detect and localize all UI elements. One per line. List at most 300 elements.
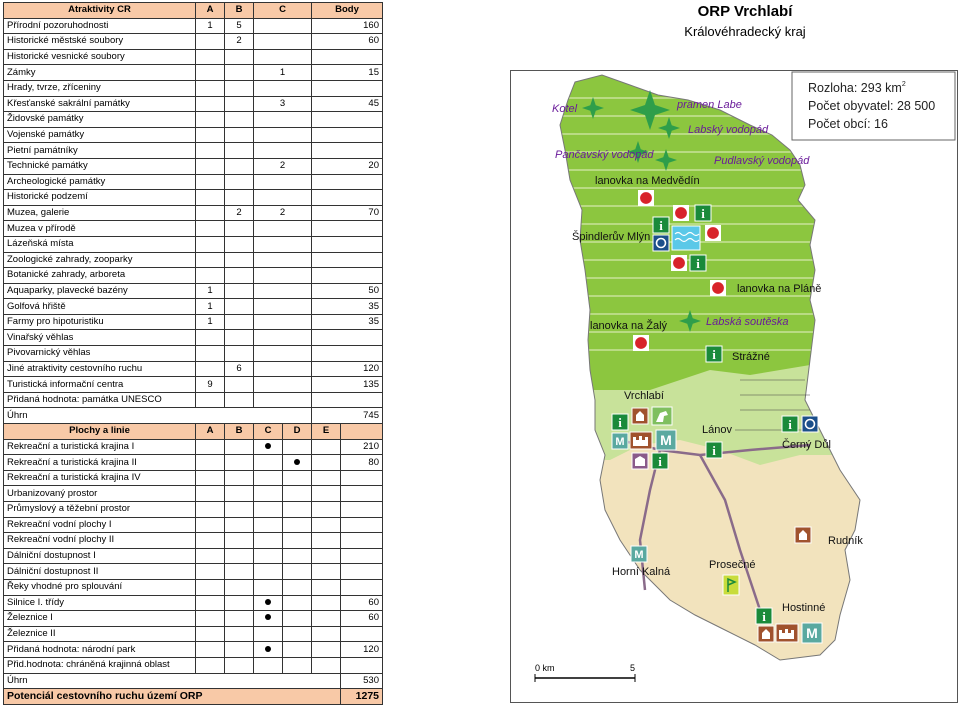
points [341, 564, 383, 580]
count-c [254, 346, 312, 362]
table-row [4, 127, 383, 143]
label-rudnik: Rudník [828, 535, 863, 547]
row-label: Lázeňská místa [4, 236, 196, 252]
count-c [254, 314, 312, 330]
row-label: Přidaná hodnota: památka UNESCO [4, 392, 196, 408]
points [341, 486, 383, 502]
info-box [792, 72, 955, 140]
count-a [196, 205, 225, 221]
count-b [225, 283, 254, 299]
row-label: Botanické zahrady, arboreta [4, 268, 196, 284]
grade-cell [312, 439, 341, 455]
section1-total-row [4, 408, 383, 424]
points: 15 [312, 65, 383, 81]
grade-cell [283, 657, 312, 673]
count-a [196, 65, 225, 81]
row-label: Přírodní pozoruhodnosti [4, 18, 196, 34]
grade-cell [312, 470, 341, 486]
gear-icon [802, 416, 818, 432]
header-cell: B [225, 424, 254, 440]
header-cell: Plochy a linie [4, 424, 196, 440]
count-c [254, 112, 312, 128]
points: 60 [312, 34, 383, 50]
count-b [225, 80, 254, 96]
table-row [4, 330, 383, 346]
table-row [4, 579, 383, 595]
info-icon [695, 205, 711, 221]
row-label: Železnice II [4, 626, 196, 642]
count-c [254, 34, 312, 50]
table-row [4, 657, 383, 673]
row-label: Muzea, galerie [4, 205, 196, 221]
table-row [4, 361, 383, 377]
count-a [196, 346, 225, 362]
count-b [225, 346, 254, 362]
points [312, 330, 383, 346]
points: 20 [312, 158, 383, 174]
label-strazne: Strážné [732, 351, 770, 363]
count-b [225, 65, 254, 81]
count-a [196, 158, 225, 174]
grade-cell [225, 502, 254, 518]
count-b [225, 392, 254, 408]
count-c: 3 [254, 96, 312, 112]
grade-cell [196, 470, 225, 486]
grade-cell [254, 502, 283, 518]
grade-cell [196, 595, 225, 611]
grand-total-row [4, 689, 383, 705]
grade-cell [225, 595, 254, 611]
row-label: Průmyslový a těžební prostor [4, 502, 196, 518]
grade-cell [283, 642, 312, 658]
count-b [225, 96, 254, 112]
grade-cell [283, 486, 312, 502]
row-label: Aquaparky, plavecké bazény [4, 283, 196, 299]
header-cell: A [196, 3, 225, 19]
count-c [254, 392, 312, 408]
points [312, 346, 383, 362]
grade-cell [283, 533, 312, 549]
row-label: Historické podzemí [4, 190, 196, 206]
count-a [196, 392, 225, 408]
grade-cell [225, 579, 254, 595]
grade-cell [196, 657, 225, 673]
points [312, 236, 383, 252]
grand-total-label: Potenciál cestovního ruchu území ORP [4, 689, 341, 705]
label-prosecne: Prosečné [709, 559, 756, 571]
points [341, 657, 383, 673]
count-c [254, 283, 312, 299]
points: 80 [341, 455, 383, 471]
row-label: Muzea v přírodě [4, 221, 196, 237]
points: 60 [341, 595, 383, 611]
grade-cell [225, 642, 254, 658]
table-row [4, 252, 383, 268]
grade-cell [312, 657, 341, 673]
info-icon [612, 414, 628, 430]
table-row [4, 439, 383, 455]
count-a [196, 143, 225, 159]
points: 70 [312, 205, 383, 221]
grade-cell [254, 517, 283, 533]
count-b [225, 190, 254, 206]
table-row [4, 236, 383, 252]
grade-cell [225, 439, 254, 455]
table-row [4, 392, 383, 408]
grade-cell [283, 579, 312, 595]
table-row [4, 299, 383, 315]
label-lanovka-plane: lanovka na Pláně [737, 283, 822, 295]
grade-cell [312, 502, 341, 518]
row-label: Vinařský věhlas [4, 330, 196, 346]
count-a: 1 [196, 283, 225, 299]
row-label: Přidaná hodnota: národní park [4, 642, 196, 658]
label-spindleruv-mlyn: Špindlerův Mlýn [572, 231, 651, 243]
row-label: Řeky vhodné pro splouvání [4, 579, 196, 595]
points: 45 [312, 96, 383, 112]
label-labska-soutezka: Labská soutěska [706, 316, 789, 328]
section2-total-row [4, 673, 383, 689]
count-b: 2 [225, 34, 254, 50]
row-label: Židovské památky [4, 112, 196, 128]
museum-icon [802, 623, 822, 643]
points [312, 221, 383, 237]
grade-cell [312, 564, 341, 580]
count-b [225, 377, 254, 393]
header-cell: E [312, 424, 341, 440]
count-c [254, 268, 312, 284]
table-row [4, 346, 383, 362]
points [312, 49, 383, 65]
row-label: Archeologické památky [4, 174, 196, 190]
header-cell: C [254, 424, 283, 440]
info-icon [652, 453, 668, 469]
header-cell: D [283, 424, 312, 440]
row-label: Rekreační vodní plochy I [4, 517, 196, 533]
count-c [254, 18, 312, 34]
info-icon [653, 217, 669, 233]
svg-text:i: i [658, 454, 662, 469]
points [312, 190, 383, 206]
svg-text:M: M [634, 549, 644, 561]
table-row [4, 455, 383, 471]
points: 210 [341, 439, 383, 455]
count-b [225, 174, 254, 190]
grade-cell [283, 595, 312, 611]
table-row [4, 49, 383, 65]
points [312, 127, 383, 143]
table-row [4, 548, 383, 564]
grade-cell [225, 611, 254, 627]
table-row [4, 314, 383, 330]
table-row [4, 174, 383, 190]
svg-text:M: M [615, 436, 625, 448]
grade-cell [312, 642, 341, 658]
row-label: Hrady, tvrze, zříceniny [4, 80, 196, 96]
count-b [225, 330, 254, 346]
svg-text:M: M [806, 625, 818, 641]
points [341, 502, 383, 518]
row-label: Zoologické zahrady, zooparky [4, 252, 196, 268]
count-c: 2 [254, 205, 312, 221]
header-cell: Body [312, 3, 383, 19]
row-label: Vojenské památky [4, 127, 196, 143]
svg-text:Rozloha: 293 km2 [808, 81, 906, 95]
points [341, 517, 383, 533]
map-subtitle: Královéhradecký kraj [684, 24, 806, 39]
count-a: 1 [196, 18, 225, 34]
map-title: ORP Vrchlabí [697, 3, 793, 20]
count-c [254, 190, 312, 206]
count-b [225, 236, 254, 252]
total-points: 530 [341, 673, 383, 689]
gear-icon [653, 235, 669, 251]
grade-cell [312, 548, 341, 564]
row-label: Křesťanské sakrální památky [4, 96, 196, 112]
points [341, 533, 383, 549]
count-c: 1 [254, 65, 312, 81]
count-c [254, 221, 312, 237]
count-a [196, 127, 225, 143]
count-b [225, 252, 254, 268]
grade-cell [254, 455, 283, 471]
points: 60 [341, 611, 383, 627]
label-lanovka-zaly: lanovka na Žalý [590, 320, 668, 332]
table-row [4, 626, 383, 642]
svg-text:i: i [788, 417, 792, 432]
dot-icon [294, 459, 300, 465]
points [341, 548, 383, 564]
circle-icon [635, 337, 648, 350]
row-label: Turistická informační centra [4, 377, 196, 393]
table-row [4, 18, 383, 34]
museum-icon [631, 546, 647, 562]
section2-header-row [4, 424, 383, 440]
grade-cell [225, 470, 254, 486]
grade-cell [196, 486, 225, 502]
info-icon [706, 346, 722, 362]
circle-icon [675, 207, 688, 220]
count-c [254, 252, 312, 268]
row-label: Pivovarnický věhlas [4, 346, 196, 362]
count-b [225, 314, 254, 330]
grade-cell [254, 564, 283, 580]
orp-map [510, 70, 958, 703]
grade-cell [312, 517, 341, 533]
row-label: Rekreační a turistická krajina II [4, 455, 196, 471]
table-row [4, 470, 383, 486]
label-vrchlabi: Vrchlabí [624, 390, 664, 402]
table-row [4, 205, 383, 221]
table-row [4, 34, 383, 50]
grade-cell [312, 533, 341, 549]
grade-cell [254, 657, 283, 673]
grade-cell [254, 611, 283, 627]
table-row [4, 564, 383, 580]
grade-cell [283, 626, 312, 642]
grade-cell [312, 455, 341, 471]
count-c [254, 299, 312, 315]
points [312, 268, 383, 284]
count-b [225, 221, 254, 237]
circle-icon [712, 282, 725, 295]
count-a [196, 34, 225, 50]
row-label: Silnice I. třídy [4, 595, 196, 611]
grade-cell [283, 548, 312, 564]
section1-header-row [4, 3, 383, 19]
row-label: Historické vesnické soubory [4, 49, 196, 65]
grade-cell [312, 611, 341, 627]
count-c [254, 330, 312, 346]
svg-text:i: i [712, 443, 716, 458]
count-c [254, 236, 312, 252]
grade-cell [283, 611, 312, 627]
table-row [4, 533, 383, 549]
count-a [196, 236, 225, 252]
header-cell: Atraktivity CR [4, 3, 196, 19]
grade-cell [283, 455, 312, 471]
points: 120 [341, 642, 383, 658]
table-row [4, 190, 383, 206]
row-label: Železnice I [4, 611, 196, 627]
count-a [196, 96, 225, 112]
grade-cell [196, 439, 225, 455]
count-c [254, 361, 312, 377]
row-label: Jiné atraktivity cestovního ruchu [4, 361, 196, 377]
count-a: 1 [196, 299, 225, 315]
points: 35 [312, 314, 383, 330]
table-row [4, 80, 383, 96]
grade-cell [196, 548, 225, 564]
total-label: Úhrn [4, 673, 341, 689]
points [312, 80, 383, 96]
count-c [254, 127, 312, 143]
grade-cell [312, 626, 341, 642]
row-label: Rekreační vodní plochy II [4, 533, 196, 549]
scale-end: 5 [630, 663, 636, 673]
scale-start: 0 km [535, 663, 555, 673]
svg-text:i: i [762, 609, 766, 624]
grade-cell [312, 486, 341, 502]
total-label: Úhrn [4, 408, 312, 424]
table-row [4, 112, 383, 128]
table-row [4, 502, 383, 518]
grade-cell [283, 517, 312, 533]
count-c: 2 [254, 158, 312, 174]
points: 160 [312, 18, 383, 34]
grand-total-points: 1275 [341, 689, 383, 705]
circle-icon [640, 192, 653, 205]
label-labsky-vodopad: Labský vodopád [688, 124, 769, 136]
count-a [196, 221, 225, 237]
count-a [196, 80, 225, 96]
count-c [254, 143, 312, 159]
info-municipalities: Počet obcí: 16 [808, 117, 888, 131]
header-cell [341, 424, 383, 440]
dot-icon [265, 646, 271, 652]
grade-cell [254, 595, 283, 611]
points [312, 112, 383, 128]
row-label: Historické městské soubory [4, 34, 196, 50]
grade-cell [254, 486, 283, 502]
row-label: Přid.hodnota: chráněná krajinná oblast [4, 657, 196, 673]
count-b [225, 127, 254, 143]
svg-text:M: M [660, 432, 672, 448]
row-label: Golfová hřiště [4, 299, 196, 315]
label-lanov: Lánov [702, 424, 732, 436]
grade-cell [225, 564, 254, 580]
grade-cell [312, 595, 341, 611]
label-pudlavsky-vodopad: Pudlavský vodopád [714, 155, 810, 167]
circle-icon [707, 227, 720, 240]
table-row [4, 486, 383, 502]
count-b [225, 158, 254, 174]
svg-text:i: i [712, 347, 716, 362]
table-row [4, 611, 383, 627]
museum-icon [656, 430, 676, 450]
count-b: 2 [225, 205, 254, 221]
label-cerny-dul: Černý Důl [782, 439, 831, 451]
dot-icon [265, 614, 271, 620]
svg-text:i: i [696, 256, 700, 271]
grade-cell [196, 455, 225, 471]
grade-cell [225, 533, 254, 549]
row-label: Pietní památníky [4, 143, 196, 159]
points [312, 252, 383, 268]
circle-icon [673, 257, 686, 270]
count-a [196, 190, 225, 206]
info-area: Rozloha: 293 km [808, 81, 902, 95]
label-lanovka-medvedin: lanovka na Medvědín [595, 175, 700, 187]
count-a [196, 49, 225, 65]
table-row [4, 377, 383, 393]
table-row [4, 517, 383, 533]
points [312, 143, 383, 159]
row-label: Technické památky [4, 158, 196, 174]
label-hostinne: Hostinné [782, 602, 826, 614]
count-b [225, 268, 254, 284]
count-c [254, 80, 312, 96]
grade-cell [225, 657, 254, 673]
grade-cell [196, 502, 225, 518]
count-c [254, 49, 312, 65]
table-row [4, 642, 383, 658]
grade-cell [254, 579, 283, 595]
count-b: 5 [225, 18, 254, 34]
grade-cell [196, 564, 225, 580]
count-b: 6 [225, 361, 254, 377]
label-pancavsky-vodopad: Pančavský vodopád [555, 149, 654, 161]
total-points: 745 [312, 408, 383, 424]
label-pramen-labe: pramen Labe [677, 99, 742, 111]
points [312, 392, 383, 408]
row-label: Urbanizovaný prostor [4, 486, 196, 502]
points [341, 626, 383, 642]
info-icon [690, 255, 706, 271]
count-b [225, 299, 254, 315]
table-row [4, 595, 383, 611]
row-label: Farmy pro hipoturistiku [4, 314, 196, 330]
info-icon [756, 608, 772, 624]
table-row [4, 143, 383, 159]
table-row [4, 65, 383, 81]
grade-cell [225, 455, 254, 471]
count-a [196, 330, 225, 346]
points: 135 [312, 377, 383, 393]
grade-cell [225, 548, 254, 564]
label-kotel: Kotel [552, 103, 578, 115]
header-cell: C [254, 3, 312, 19]
